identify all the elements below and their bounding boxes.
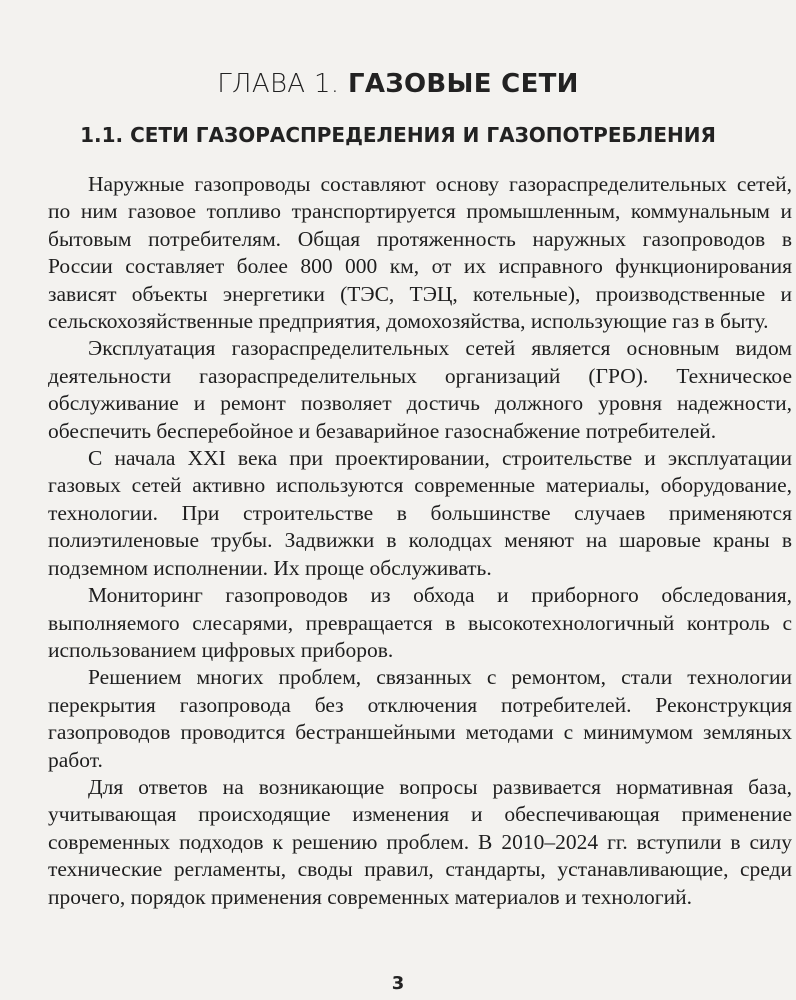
paragraph: Наружные газопроводы составляют основу газораспределительных сетей, по ним газовое топливо транспортируется промышленным, коммунальным и бытовым потребителям. Общая протяженность наружных газопроводов в России составляет более 800 000 км, от их исправного функционирования зависят объекты энергетики (ТЭС, ТЭЦ, котельные), производственные и сельскохозяйственные предприятия, домохозяйства, использующие газ в быту.: [48, 172, 792, 334]
chapter-title: [0, 66, 796, 102]
paragraph: Мониторинг газопроводов из обхода и приборного обследования, выполняемого слесарями, превращается в высокотехнологичный контроль с использованием цифровых приборов.: [48, 583, 792, 662]
chapter-name: ГАЗОВЫЕ СЕТИ: [347, 69, 579, 99]
page-number: 3: [391, 973, 405, 994]
paragraph: Для ответов на возникающие вопросы развивается нормативная база, учитывающая происходящие изменения и обеспечивающая применение современных подходов к решению проблем. В 2010–2024 гг. вступили в силу технические регламенты, своды правил, стандарты, устанавливающие, среди прочего, порядок применения современных материалов и технологий.: [48, 774, 792, 909]
body-text: [48, 171, 792, 911]
chapter-prefix: ГЛАВА 1.: [217, 69, 340, 99]
paragraph: С начала XXI века при проектировании, строительстве и эксплуатации газовых сетей активно используются современные материалы, оборудование, технологии. При строительстве в большинстве случаев применяются полиэтиленовые трубы. Задвижки в колодцах меняют на шаровые краны в подземном исполнении. Их проще обслуживать.: [48, 446, 792, 580]
paragraph: Решением многих проблем, связанных с ремонтом, стали технологии перекрытия газопровода без отключения потребителей. Реконструкция газопроводов проводится бестраншейными методами с минимумом земляных работ.: [48, 665, 792, 772]
paragraph: Эксплуатация газораспределительных сетей является основным видом деятельности газораспределительных организаций (ГРО). Техническое обслуживание и ремонт позволяет достичь должного уровня надежности, обеспечить бесперебойное и безаварийное газоснабжение потребителей.: [48, 336, 792, 443]
section-title: 1.1. СЕТИ ГАЗОРАСПРЕДЕЛЕНИЯ И ГАЗОПОТРЕБЛЕНИЯ: [80, 123, 716, 147]
